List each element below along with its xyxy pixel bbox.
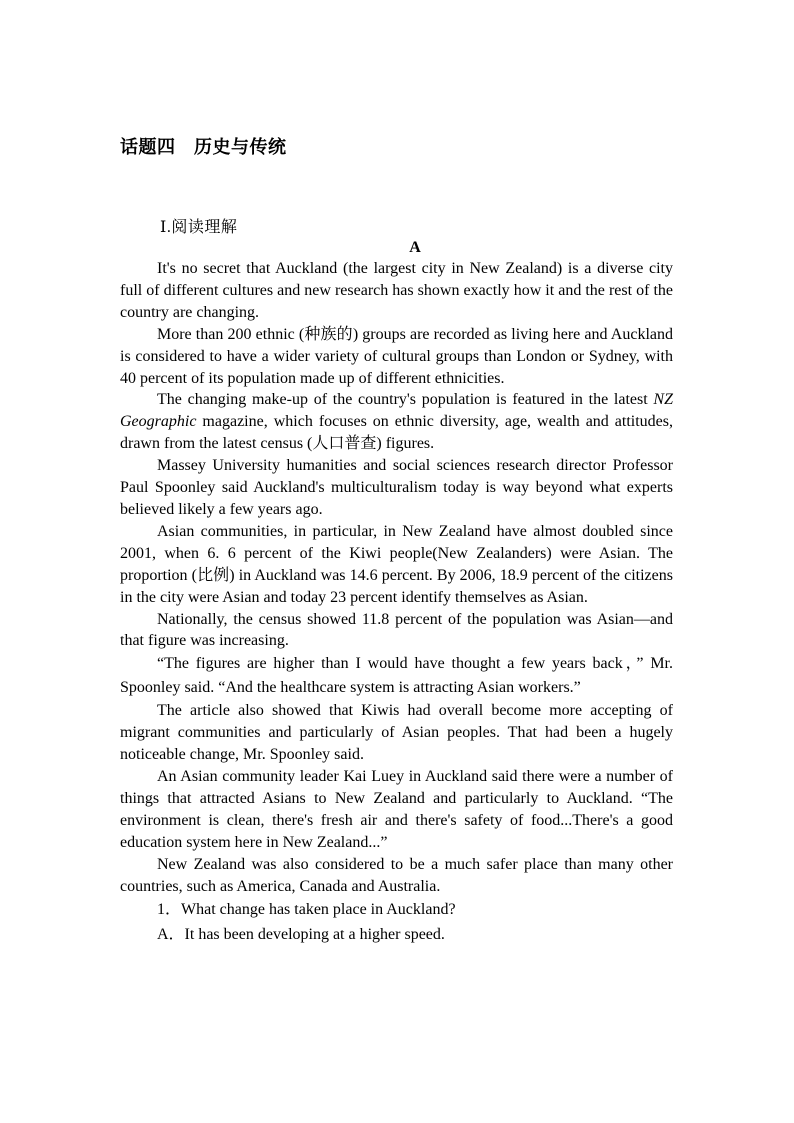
paragraph-2: More than 200 ethnic (种族的) groups are recorded as living here and Auckland is considered to have a wider variety of cultural groups than London or Sydney, with 40 percent of its population made up of different ethnicities. <box>120 325 673 387</box>
question-stem: 1．What change has taken place in Auckland? <box>157 901 456 919</box>
passage-body <box>120 258 673 947</box>
paragraph-5: Asian communities, in particular, in New Zealand have almost doubled since 2001, when 6. 6 percent of the Kiwi people(New Zealanders) were Asian. The proportion (比例) in Auckland was 14.6 percent. By 2006, 18.9 percent of the citizens in the city were Asian and today 23 percent identify themselves as Asian. <box>120 522 673 606</box>
paragraph-9: An Asian community leader Kai Luey in Auckland said there were a number of things that attracted Asians to New Zealand and particularly to Auckland. “The environment is clean, there's fresh air and there's safety of food...There's a good education system here in New Zealand...” <box>120 768 673 851</box>
paragraph-1: It's no secret that Auckland (the largest city in New Zealand) is a diverse city full of different cultures and new research has shown exactly how it and the rest of the country are changing. <box>120 260 673 321</box>
section-heading: Ⅰ.阅读理解 <box>160 219 238 236</box>
paragraph-3-text-before: The changing make-up of the country's population is featured in the latest <box>157 391 654 409</box>
paragraph-3 <box>120 389 673 455</box>
magazine-title: NZ Geographic <box>120 391 673 431</box>
paragraph-4: Massey University humanities and social sciences research director Professor Paul Spoonley said Auckland's multiculturalism today is way beyond what experts believed likely a few years ago. <box>120 457 673 518</box>
paragraph-6: Nationally, the census showed 11.8 percent of the population was Asian—and that figure was increasing. <box>120 610 673 650</box>
paragraph-7: “The figures are higher than I would have thought a few years back，” Mr. Spoonley said. “And the healthcare system is attracting Asian workers.” <box>120 655 673 697</box>
question-option: A．It has been developing at a higher speed. <box>157 926 445 944</box>
paragraph-3-text-after: magazine, which focuses on ethnic diversity, age, wealth and attitudes, drawn from the latest census (人口普查) figures. <box>120 413 673 453</box>
passage-label: A <box>409 239 421 256</box>
paragraph-10: New Zealand was also considered to be a much safer place than many other countries, such as America, Canada and Australia. <box>120 855 673 895</box>
paragraph-8: The article also showed that Kiwis had overall become more accepting of migrant communities and particularly of Asian peoples. That had been a hugely noticeable change, Mr. Spoonley said. <box>120 702 673 764</box>
page-title: 话题四 历史与传统 <box>120 137 287 157</box>
